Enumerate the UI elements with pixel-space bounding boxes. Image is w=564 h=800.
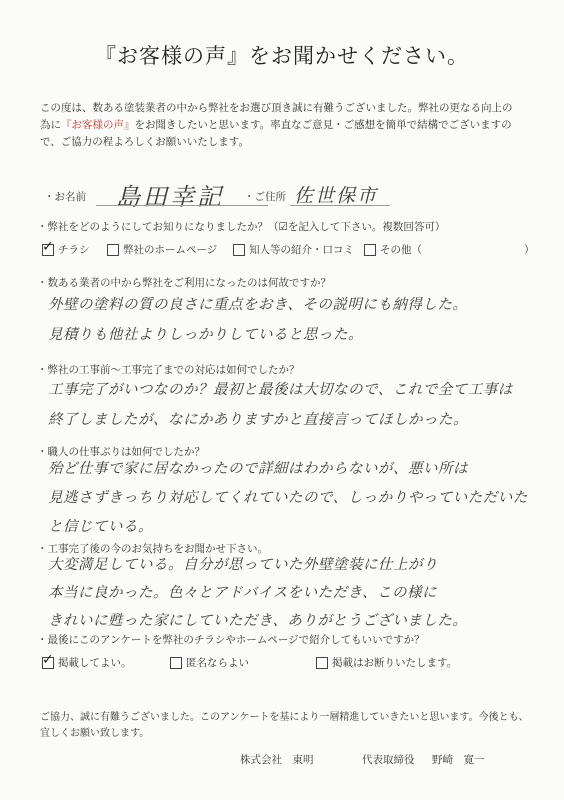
q1-option-flyer[interactable]: ✓ チラシ	[42, 242, 90, 257]
name-underline	[96, 205, 268, 206]
address-underline	[290, 205, 390, 206]
checkbox-icon[interactable]	[364, 244, 376, 256]
page-title: 『お客様の声』をお聞かせください。	[95, 44, 469, 68]
signature-role: 代表取締役	[362, 754, 415, 766]
checkbox-icon[interactable]	[107, 244, 119, 256]
checkbox-checked-icon[interactable]	[42, 244, 54, 256]
address-label: ・ご住所	[244, 191, 286, 203]
q4-label: ・職人の仕事ぶりは如何でしたか？	[37, 446, 205, 458]
name-address-row	[44, 181, 524, 209]
q3-label: ・弊社の工事前～工事完了までの対応は如何でしたか？	[37, 364, 300, 376]
q2-answer[interactable]: 外壁の塗料の質の良さに重点をおき、その説明にも納得した。 見積りも他社よりしっかりしていると思った。	[48, 297, 468, 343]
q1-option-referral[interactable]: 知人等の紹介・口コミ	[233, 242, 354, 257]
q6-option-decline[interactable]: 掲載はお断りいたします。	[316, 655, 457, 670]
q3-answer[interactable]: 工事完了がいつなのか？最初と最後は大切なので、これで全て工事は 終了しましたが、なにかありますかと直接言ってほしかった。	[48, 382, 513, 428]
address-value[interactable]: 佐世保市	[294, 185, 379, 207]
q6-option-anonymous[interactable]: 匿名ならよい	[170, 655, 249, 670]
q5-answer[interactable]: 大変満足している。自分が思っていた外壁塗装に仕上がり 本当に良かった。色々とアドバイスをいただき、この様に きれいに甦った家にしていただき、ありがとうございました。	[48, 557, 468, 629]
q1-other-close: ）	[524, 244, 535, 256]
intro-after: をお聞きしたいと思います。率直なご意見・ご感想を簡単で結構でございますので、ご協力の程よろしくお願いいたします。	[40, 119, 512, 148]
q6-option-allow[interactable]: ✓ 掲載してよい。	[42, 655, 132, 670]
intro-before: この度は、数ある塗装業者の中から弊社をお選び頂き誠に有難うございました。弊社の更なる向上の為に	[40, 102, 513, 131]
checkbox-icon[interactable]	[233, 244, 245, 256]
checkbox-icon[interactable]	[170, 657, 182, 669]
q6-label: ・最後にこのアンケートを弊社のチラシやホームページで紹介してもいいですか？	[37, 634, 425, 646]
q1-option-other[interactable]: その他（	[364, 242, 422, 257]
intro-highlight: 『お客様の声』	[61, 119, 135, 131]
signature-company: 株式会社 東明	[240, 754, 314, 766]
q1-option-homepage[interactable]: 弊社のホームページ	[107, 242, 217, 257]
q5-label: ・工事完了後の今のお気持ちをお聞かせ下さい。	[37, 543, 268, 555]
footer-thanks: ご協力、誠に有難うございました。このアンケートを基により一層精進していきたいと思います。今後とも、宜しくお願い致します。	[40, 712, 529, 739]
name-value[interactable]: 島田幸記	[116, 183, 224, 211]
signature-person: 野崎 寛一	[432, 754, 485, 766]
q4-answer[interactable]: 殆ど仕事で家に居なかったので詳細はわからないが、悪い所は 見逃さずきっちり対応してくれていたので、しっかりやっていただいた と信じている。	[48, 461, 528, 535]
q1-label: ・弊社をどのようにしてお知りになりましたか？（☑を記入して下さい。複数回答可）	[37, 221, 446, 233]
name-label: ・お名前	[44, 191, 86, 203]
checkbox-icon[interactable]	[316, 657, 328, 669]
intro-text	[40, 100, 520, 151]
checkbox-checked-icon[interactable]	[42, 657, 54, 669]
q2-label: ・数ある業者の中から弊社をご利用になったのは何故ですか？	[37, 277, 331, 289]
